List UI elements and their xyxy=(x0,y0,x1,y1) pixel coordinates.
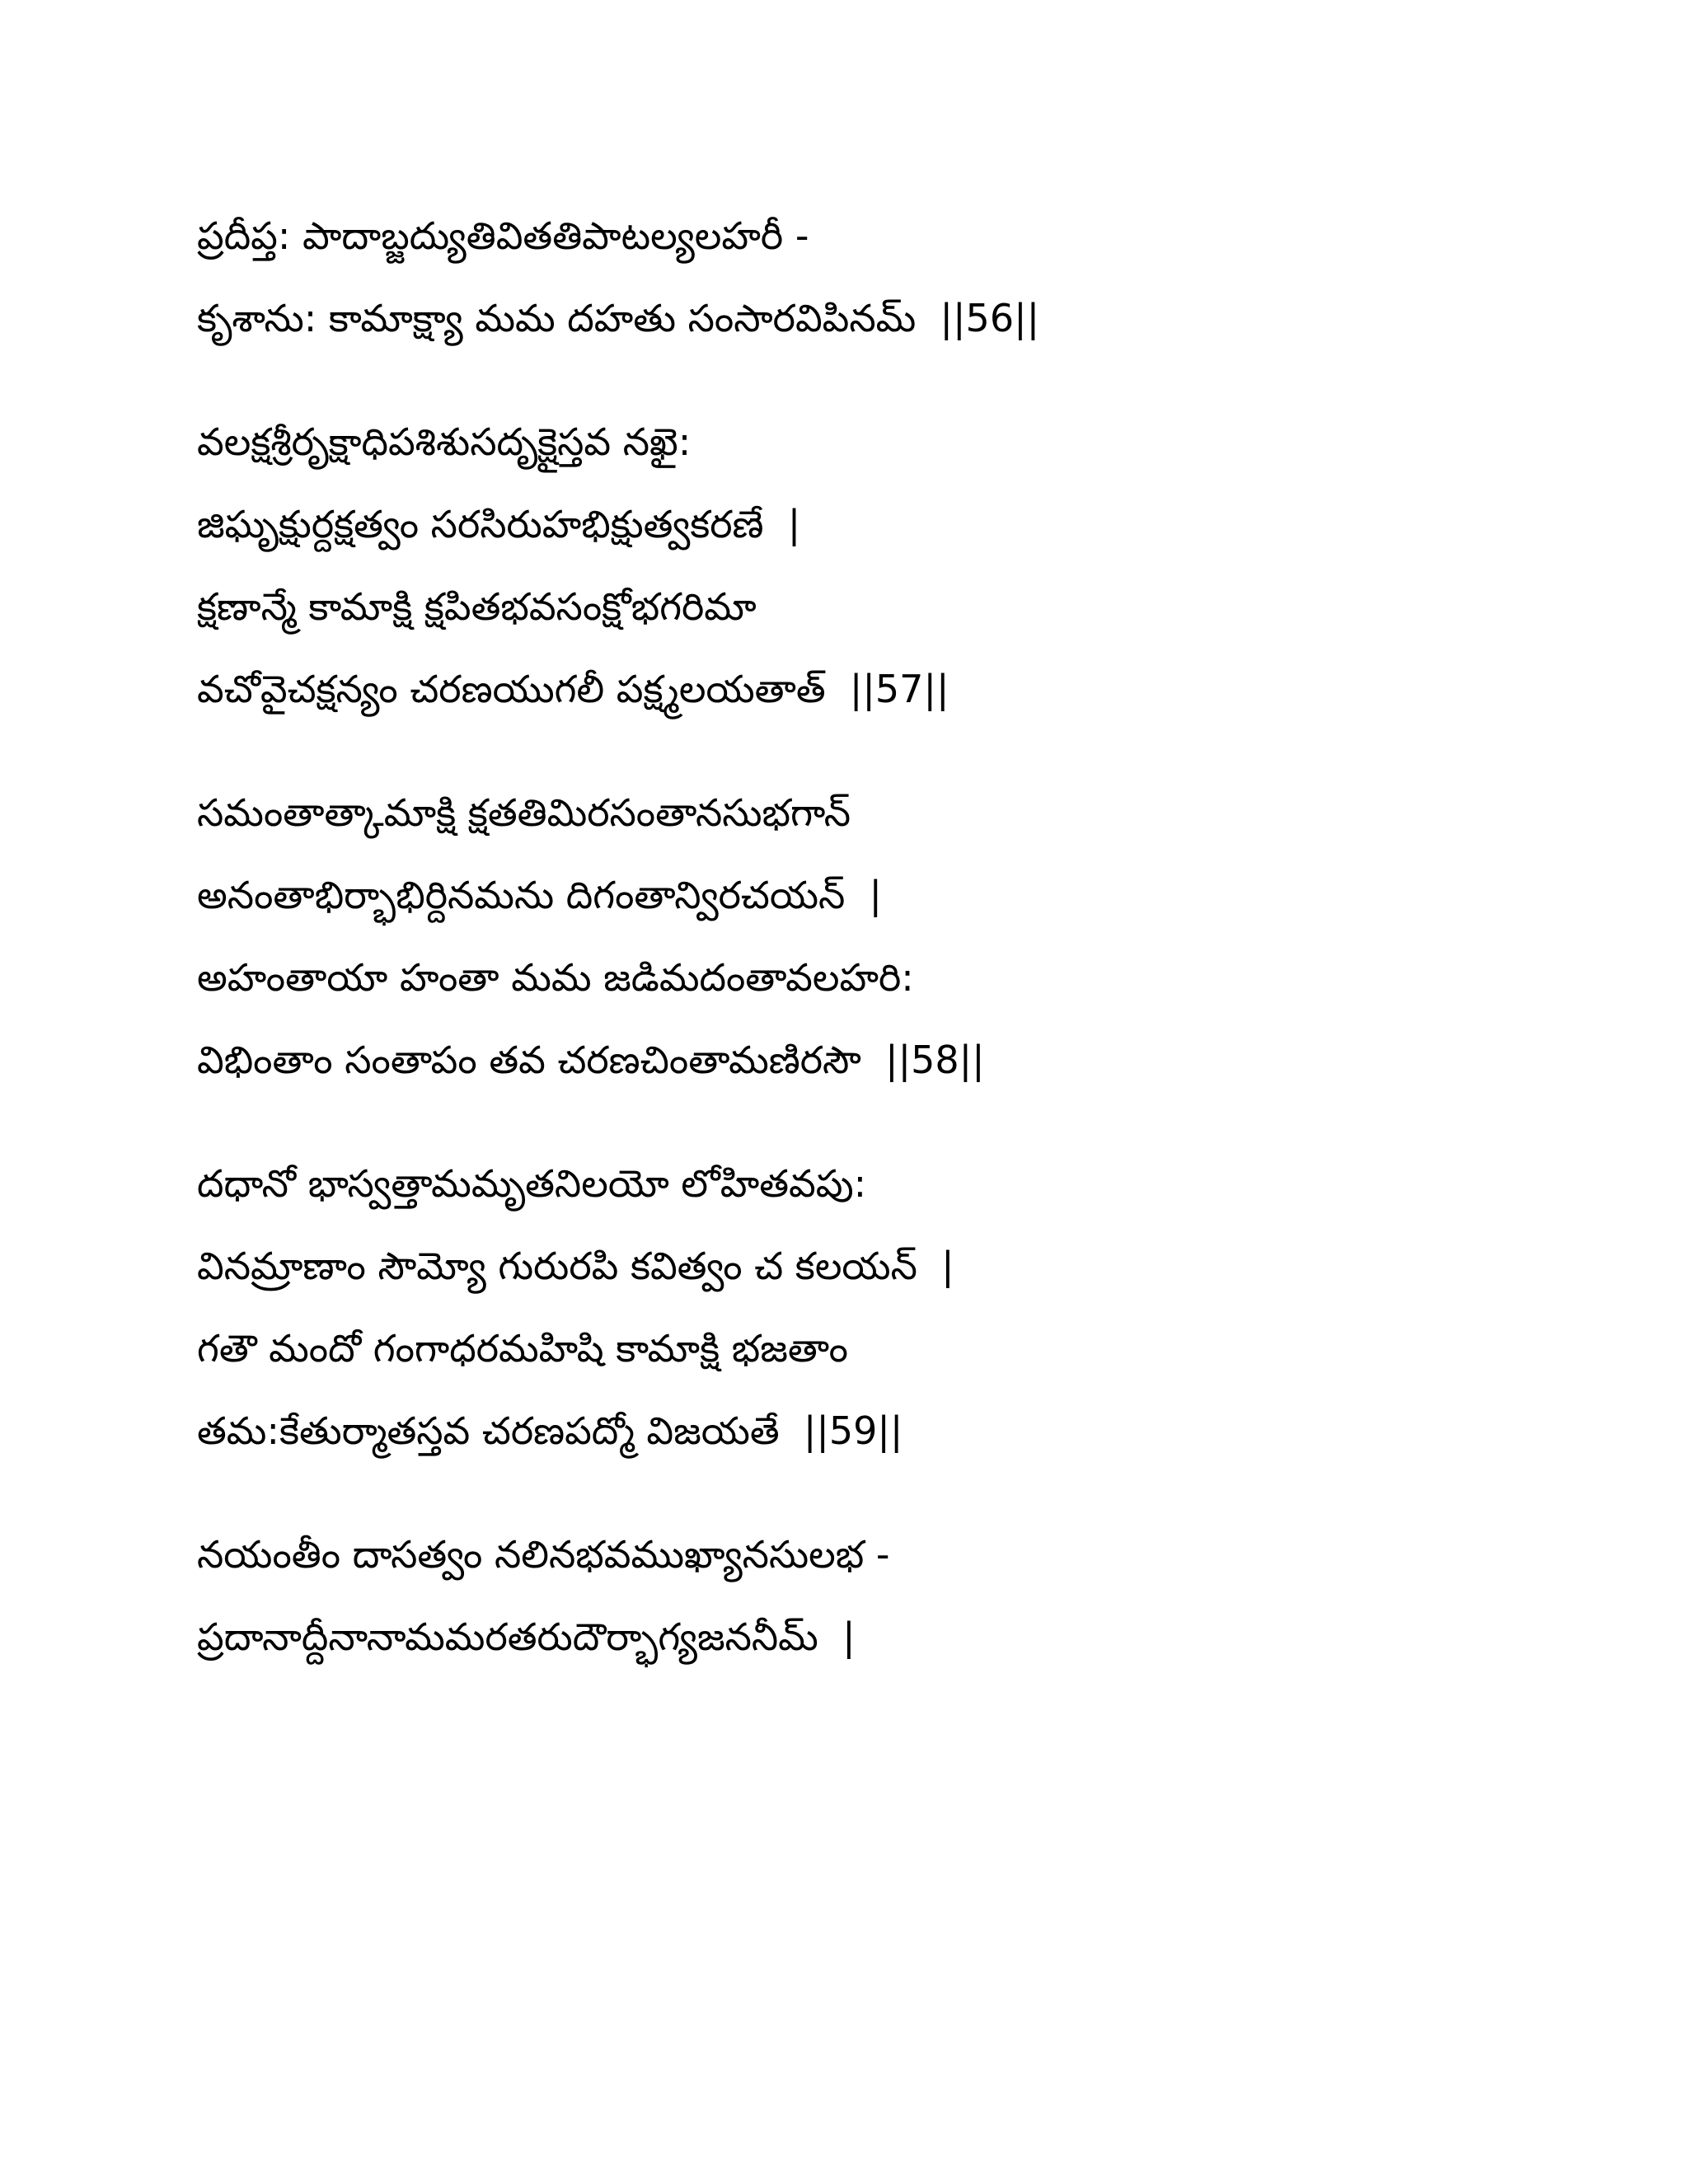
verse-line: అనంతాభిర్భాభిర్దినమను దిగంతాన్విరచయన్ | xyxy=(197,873,883,917)
stanza-60-partial xyxy=(197,1513,1598,1678)
stanza-58 xyxy=(197,771,1598,1101)
verse-line: నయంతీం దాసత్వం నలినభవముఖ్యానసులభ - xyxy=(197,1532,890,1577)
stanza-57 xyxy=(197,401,1598,730)
verse-line: అహంతాయా హంతా మమ జడిమదంతావలహరి: xyxy=(197,955,914,1000)
stanza-gap xyxy=(197,730,1598,771)
stanza-gap xyxy=(197,1472,1598,1513)
verse-text-block xyxy=(197,194,1598,1678)
verse-line: సమంతాత్కామాక్షి క్షతతిమిరసంతానసుభగాన్ xyxy=(197,790,851,835)
verse-line: క్షణాన్మే కామాక్షి క్షపితభవసంక్షోభగరిమా xyxy=(197,584,757,629)
verse-line: వచోవైచక్షన్యం చరణయుగలీ పక్ష్మలయతాత్ ||57|| xyxy=(197,667,950,711)
verse-line: ప్రదానాద్దీనానామమరతరుదౌర్భాగ్యజననీమ్ | xyxy=(197,1615,856,1659)
verse-line: తమ:కేతుర్మాతస్తవ చరణపద్మో విజయతే ||59|| xyxy=(197,1408,903,1453)
verse-line: కృశాను: కామాక్ష్యా మమ దహతు సంసారవిపినమ్ ||56|| xyxy=(197,296,1040,340)
verse-line: దధానో భాస్వత్తామమృతనిలయో లోహితవపు: xyxy=(197,1161,867,1206)
verse-line: ప్రదీప్త: పాదాబ్జద్యుతివితతిపాటల్యలహరీ - xyxy=(197,213,809,258)
verse-line: జిఘృక్షుర్దక్షత్వం సరసిరుహభిక్షుత్వకరణే | xyxy=(197,502,801,546)
verse-line: వలక్షశ్రీరృక్షాధిపశిశుసదృక్షైస్తవ నఖై: xyxy=(197,419,692,464)
stanza-59 xyxy=(197,1142,1598,1472)
verse-line: విభింతాం సంతాపం తవ చరణచింతామణిరసౌ ||58|| xyxy=(197,1038,985,1082)
verse-line: గతౌ మందో గంగాధరమహిషి కామాక్షి భజతాం xyxy=(197,1326,848,1371)
stanza-gap xyxy=(197,359,1598,401)
verse-line: వినమ్రాణాం సౌమ్యో గురురపి కవిత్వం చ కలయన్ | xyxy=(197,1244,954,1288)
stanza-56 xyxy=(197,194,1598,359)
stanza-gap xyxy=(197,1101,1598,1142)
